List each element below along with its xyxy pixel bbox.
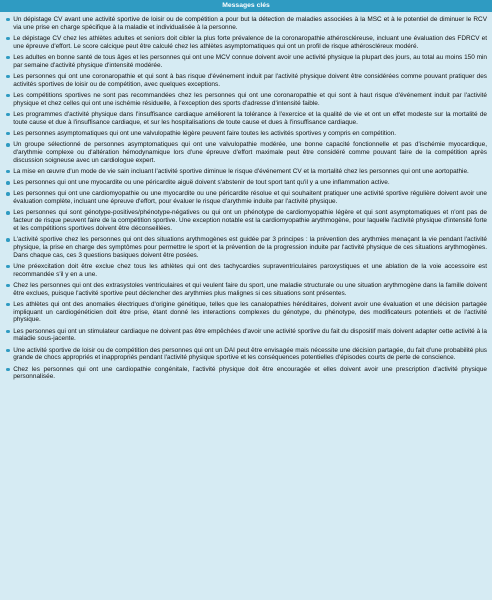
list-item (6, 207, 487, 234)
bullet-icon (6, 170, 10, 174)
list-item (6, 261, 487, 280)
list-item (6, 345, 487, 364)
list-item-text: Une préexcitation doit être exclue chez tous les athlètes qui ont des tachycardies supraventriculaires paroxystiques et une ablation de la voie accessoire est recommandée s'il y en a une. (13, 262, 487, 278)
list-item-text: Les compétitions sportives ne sont pas recommandées chez les personnes qui ont une coronaropathie et qui sont à haut risque d'événement induit par l'activité physique et chez celles qui ont une ischémie résiduelle, à l'exception des sports d'adresse d'intensité faible. (13, 91, 487, 107)
bullet-icon (6, 143, 10, 147)
list-item-text: Les adultes en bonne santé de tous âges et les personnes qui ont une MCV connue doivent avoir une activité physique la plupart des jours, au total au moins 150 min par semaine d'activité physique d'intensité modérée. (13, 53, 487, 69)
bullet-icon (6, 349, 10, 353)
list-item (6, 280, 487, 299)
list-item (6, 326, 487, 345)
list-item-text: Une activité sportive de loisir ou de compétition des personnes qui ont un DAI peut être envisagée mais nécessite une décision partagée, du fait d'une probabilité plus grande de chocs appropriés et inappropriés pendant l'activité physique sportive et les conséquences potentielles d'épisodes courts de perte de conscience. (13, 346, 487, 362)
bullet-icon (6, 132, 10, 136)
list-item-text: Chez les personnes qui ont une cardiopathie congénitale, l'activité physique doit être encouragée et elles doivent avoir une prescription d'activité physique personnalisée. (13, 365, 487, 381)
list-item (6, 109, 487, 128)
list-item-text: Un dépistage CV avant une activité sportive de loisir ou de compétition a pour but la détection de maladies associées à la MSC et à le potentiel de diminuer le RCV via une prise en charge spécifique à la maladie et individualisée à la personne. (13, 15, 487, 31)
list-item (6, 139, 487, 166)
bullet-icon (6, 238, 10, 242)
bullet-icon (6, 265, 10, 269)
list-item-text: Les personnes qui ont une myocardite ou une péricardite aiguë doivent s'abstenir de tout sport tant qu'il y a une inflammation active. (13, 178, 390, 186)
key-messages-list (0, 12, 492, 600)
list-item (6, 33, 487, 52)
bullet-icon (6, 75, 10, 79)
bullet-icon (6, 56, 10, 60)
bullet-icon (6, 303, 10, 307)
list-item (6, 90, 487, 109)
list-item (6, 52, 487, 71)
list-item (6, 234, 487, 261)
bullet-icon (6, 330, 10, 334)
bullet-icon (6, 211, 10, 215)
list-item-text: Les programmes d'activité physique dans l'insuffisance cardiaque améliorent la tolérance à l'exercice et la qualité de vie et ont un effet modeste sur la mortalité de toute cause et due à l'insuffisance cardiaque, et sur les hospitalisations de toute cause et dues à l'insuffisance cardiaque. (13, 110, 487, 126)
list-item-text: La mise en œuvre d'un mode de vie sain incluant l'activité sportive diminue le risque d'événement CV et la mortalité chez les personnes qui ont une aortopathie. (13, 167, 469, 175)
list-item-text: Chez les personnes qui ont des extrasystoles ventriculaires et qui veulent faire du sport, une maladie structurale ou une situation arythmogène dans la famille doivent être exclues, puisque l'activité sportive peut déclencher des arythmies plus malignes si ces situations sont présentes. (13, 281, 487, 297)
list-item-text: Les personnes qui ont une coronaropathie et qui sont à bas risque d'événement induit par l'activité physique doivent être considérées comme pouvant pratiquer des activités sportives de loisir ou de compétition, avec quelques exceptions. (13, 72, 487, 88)
list-item-text: Les personnes qui ont un stimulateur cardiaque ne doivent pas être empêchées d'avoir une activité sportive du fait du dispositif mais doivent adapter cette activité à la maladie sous-jacente. (13, 327, 487, 343)
list-item (6, 188, 487, 207)
list-item (6, 299, 487, 326)
list-item-text: Les personnes qui ont une cardiomyopathie ou une myocardite ou une péricardite résolue et qui souhaitent pratiquer une activité sportive régulière doivent avoir une évaluation complète, incluant une épreuve d'effort, pour évaluer le risque d'arythmie induite par l'activité physique. (13, 189, 487, 205)
list-item-text: Un groupe sélectionné de personnes asymptomatiques qui ont une valvulopathie modérée, une bonne capacité fonctionnelle et pas d'ischémie myocardique, d'arythmie complexe ou d'altération hémodynamique lors d'une épreuve d'effort maximale peut être considéré comme pouvant faire de la compétition après discussion soigneuse avec un cardiologue expert. (13, 140, 487, 164)
bullet-icon (6, 94, 10, 98)
list-item-text: Les personnes asymptomatiques qui ont une valvulopathie légère peuvent faire toutes les activités sportives y compris en compétition. (13, 129, 397, 137)
bullet-icon (6, 181, 10, 185)
list-item (6, 128, 487, 139)
bullet-icon (6, 113, 10, 117)
bullet-icon (6, 284, 10, 288)
list-item (6, 71, 487, 90)
list-item-text: Les athlètes qui ont des anomalies électriques d'origine génétique, telles que les canalopathies héréditaires, doivent avoir une évaluation et une décision partagée impliquant un cardiogénéticien doit être prise, étant donné les interactions complexes du génotype, du phénotype, des modificateurs potentiels et de l'activité physique. (13, 300, 487, 324)
bullet-icon (6, 37, 10, 41)
list-item (6, 177, 487, 188)
bullet-icon (6, 368, 10, 372)
list-item-text: Les personnes qui sont génotype-positives/phénotype-négatives ou qui ont un phénotype de cardiomyopathie légère et qui sont asymptomatiques et n'ont pas de facteur de risque peuvent faire de la compétition sportive. Une exception notable est la cardiomyopathie arythmogène, pour laquelle l'activité physique d'intensité forte et les compétitions sportives doivent être déconseillées. (13, 208, 487, 232)
list-item (6, 364, 487, 383)
list-item (6, 166, 487, 177)
list-item (6, 14, 487, 33)
bullet-icon (6, 18, 10, 22)
box-title: Messages clés (0, 0, 492, 12)
bullet-icon (6, 192, 10, 196)
list-item-text: L'activité sportive chez les personnes qui ont des situations arythmogènes est guidée par 3 principes : la prévention des arythmies menaçant la vie pendant l'activité physique, la prise en charge des symptômes pour permettre le sport et la prévention de la progression induite par l'activité physique de ces situations arythmogènes. Dans chaque cas, ces 3 questions basiques doivent être posées. (13, 235, 487, 259)
list-item-text: Le dépistage CV chez les athlètes adultes et seniors doit cibler la plus forte prévalence de la coronaropathie athéroscléreuse, incluant une évaluation des FDRCV et une épreuve d'effort. Le score calcique peut être calculé chez les athlètes asymptomatiques qui ont un profil de risque athéroscléreux modéré. (13, 34, 487, 50)
